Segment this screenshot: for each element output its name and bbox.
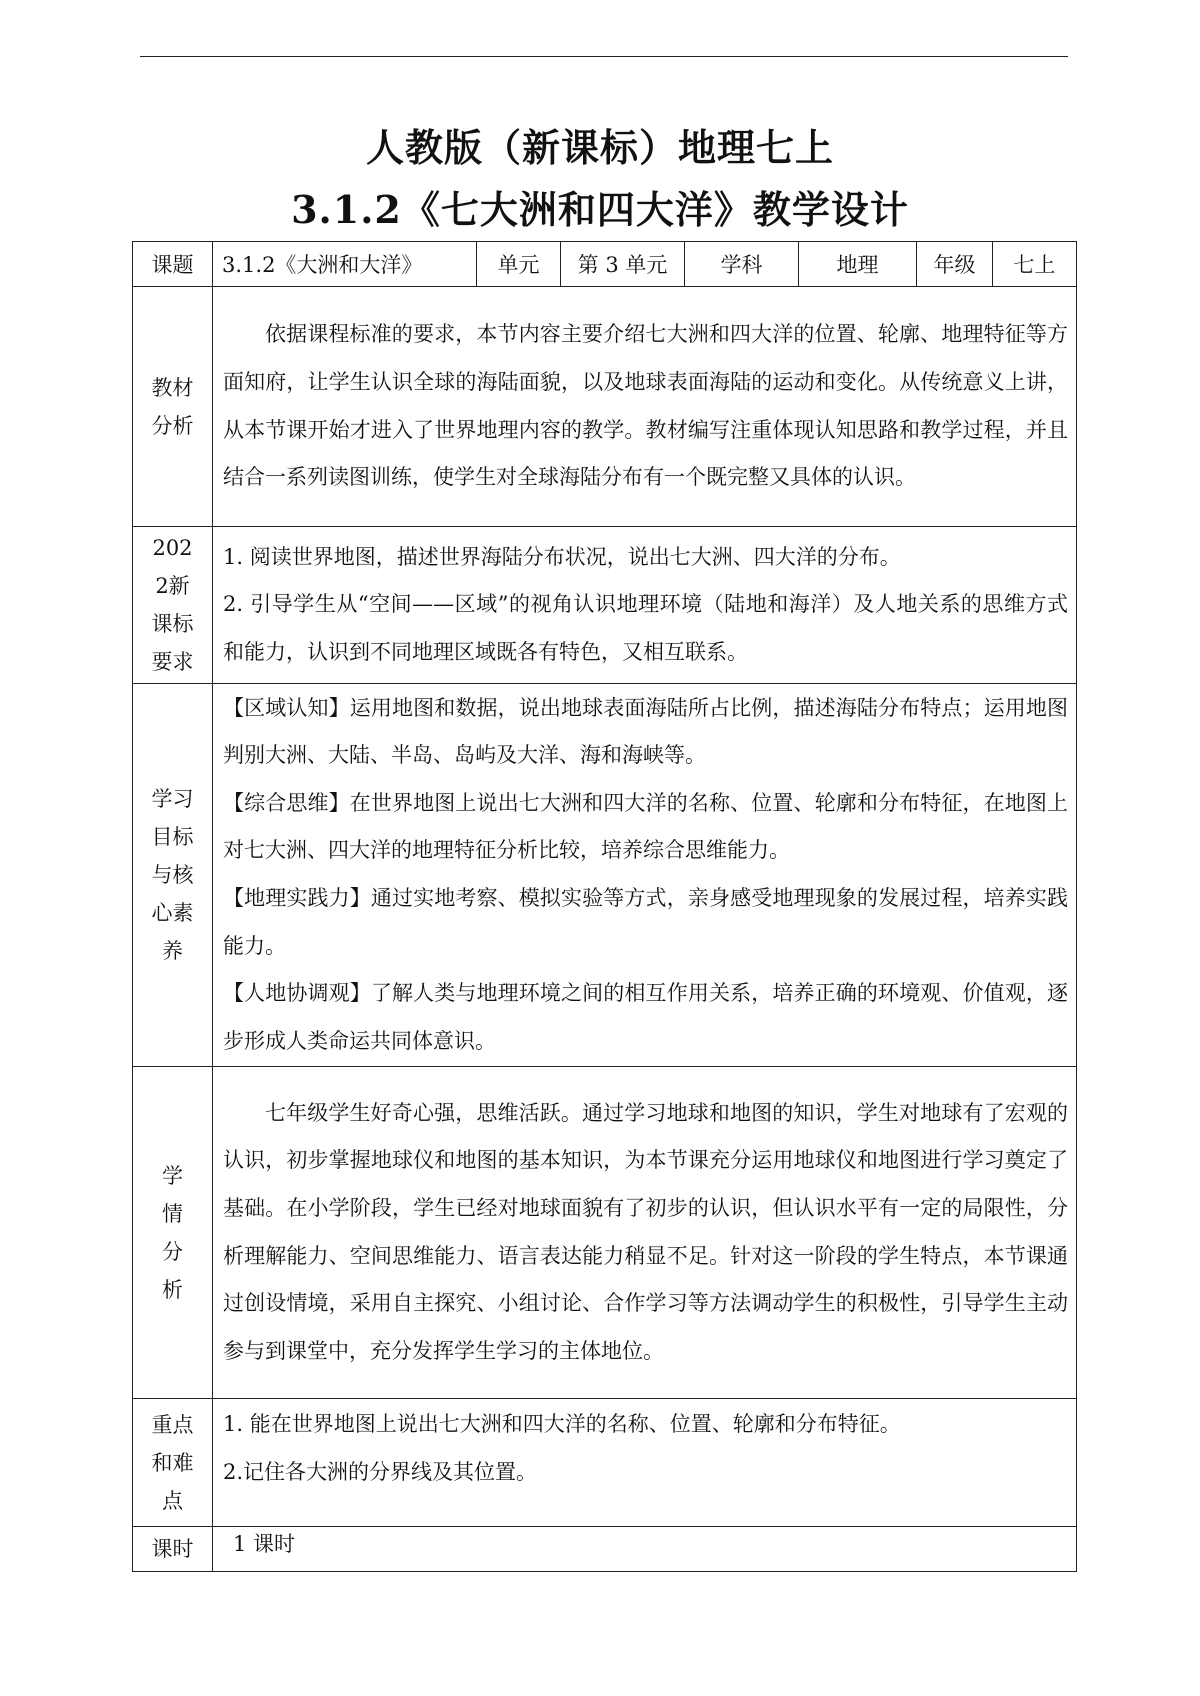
learning-objectives-label: 学习目标与核心素养 [151, 787, 194, 963]
student-analysis-label: 学情分析 [162, 1163, 183, 1302]
document-title-line2: 3.1.2《七大洲和四大洋》教学设计 [291, 187, 909, 232]
curriculum-requirement-item: 2. 引导学生从“空间——区域”的视角认识地理环境（陆地和海洋）及人地关系的思维方式和能力，认识到不同地理区域既各有特色，又相互联系。 [223, 592, 1068, 664]
student-analysis-text: 七年级学生好奇心强，思维活跃。通过学习地球和地图的知识，学生对地球有了宏观的认识，初步掌握地球仪和地图的基本知识，为本节课充分运用地球仪和地图进行学习奠定了基础。在小学阶段，学生已经对地球面貌有了初步的认识，但认识水平有一定的局限性，分析理解能力、空间思维能力、语言表达能力稍显不足。针对这一阶段的学生特点，本节课通过创设情境，采用自主探究、小组讨论、合作学习等方法调动学生的积极性，引导学生主动参与到课堂中，充分发挥学生学习的主体地位。 [223, 1100, 1068, 1363]
learning-objectives-content [213, 684, 1077, 1067]
textbook-analysis-text: 依据课程标准的要求，本节内容主要介绍七大洲和四大洋的位置、轮廓、地理特征等方面知府，让学生认识全球的海陆面貌，以及地球表面海陆的运动和变化。从传统意义上讲，从本节课开始才进入了世界地理内容的教学。教材编写注重体现认知思路和教学过程，并且结合一系列读图训练，使学生对全球海陆分布有一个既完整又具体的认识。 [223, 322, 1068, 490]
key-points-label: 重点和难点 [151, 1412, 194, 1513]
textbook-analysis-row [133, 287, 1077, 527]
subject-label: 学科 [685, 242, 799, 287]
student-analysis-row [133, 1067, 1077, 1399]
learning-objectives-row [133, 684, 1077, 1067]
grade-label: 年级 [917, 242, 993, 287]
header-row [133, 242, 1077, 287]
key-points-row [133, 1399, 1077, 1527]
document-title-line1: 人教版（新课标）地理七上 [365, 125, 834, 170]
unit-label: 单元 [477, 242, 561, 287]
objective-item: 【区域认知】运用地图和数据，说出地球表面海陆所占比例，描述海陆分布特点；运用地图判别大洲、大陆、半岛、岛屿及大洋、海和海峡等。 [223, 695, 1068, 768]
header-rule [140, 56, 1068, 57]
class-hours-label: 课时 [133, 1527, 213, 1572]
key-points-label-cell [133, 1399, 213, 1527]
topic-label: 课题 [133, 242, 213, 287]
key-point-item: 1. 能在世界地图上说出七大洲和四大洋的名称、位置、轮廓和分布特征。 [223, 1412, 901, 1436]
student-analysis-content [213, 1067, 1077, 1399]
curriculum-requirements-content [213, 527, 1077, 684]
lesson-plan-table [132, 241, 1077, 1572]
student-analysis-label-cell [133, 1067, 213, 1399]
unit-value: 第 3 单元 [561, 242, 685, 287]
curriculum-requirement-item: 1. 阅读世界地图，描述世界海陆分布状况，说出七大洲、四大洋的分布。 [223, 544, 901, 569]
objective-item: 【地理实践力】通过实地考察、模拟实验等方式，亲身感受地理现象的发展过程，培养实践能力。 [223, 886, 1068, 958]
class-hours-value: 1 课时 [213, 1527, 1077, 1572]
textbook-analysis-content [213, 287, 1077, 527]
subject-value: 地理 [799, 242, 917, 287]
objective-item: 【人地协调观】了解人类与地理环境之间的相互作用关系，培养正确的环境观、价值观，逐步形成人类命运共同体意识。 [223, 981, 1068, 1053]
textbook-analysis-label-cell [133, 287, 213, 527]
curriculum-requirements-label-cell [133, 527, 213, 684]
key-points-content [213, 1399, 1077, 1527]
key-point-item: 2.记住各大洲的分界线及其位置。 [223, 1459, 538, 1484]
learning-objectives-label-cell [133, 684, 213, 1067]
objective-item: 【综合思维】在世界地图上说出七大洲和四大洋的名称、位置、轮廓和分布特征，在地图上对七大洲、四大洋的地理特征分析比较，培养综合思维能力。 [223, 790, 1068, 863]
class-hours-row [133, 1527, 1077, 1572]
textbook-analysis-label: 教材分析 [151, 375, 194, 438]
curriculum-requirements-row [133, 527, 1077, 684]
curriculum-requirements-label: 2022新课标要求 [151, 536, 194, 674]
grade-value: 七上 [993, 242, 1077, 287]
topic-value: 3.1.2《大洲和大洋》 [213, 242, 477, 287]
